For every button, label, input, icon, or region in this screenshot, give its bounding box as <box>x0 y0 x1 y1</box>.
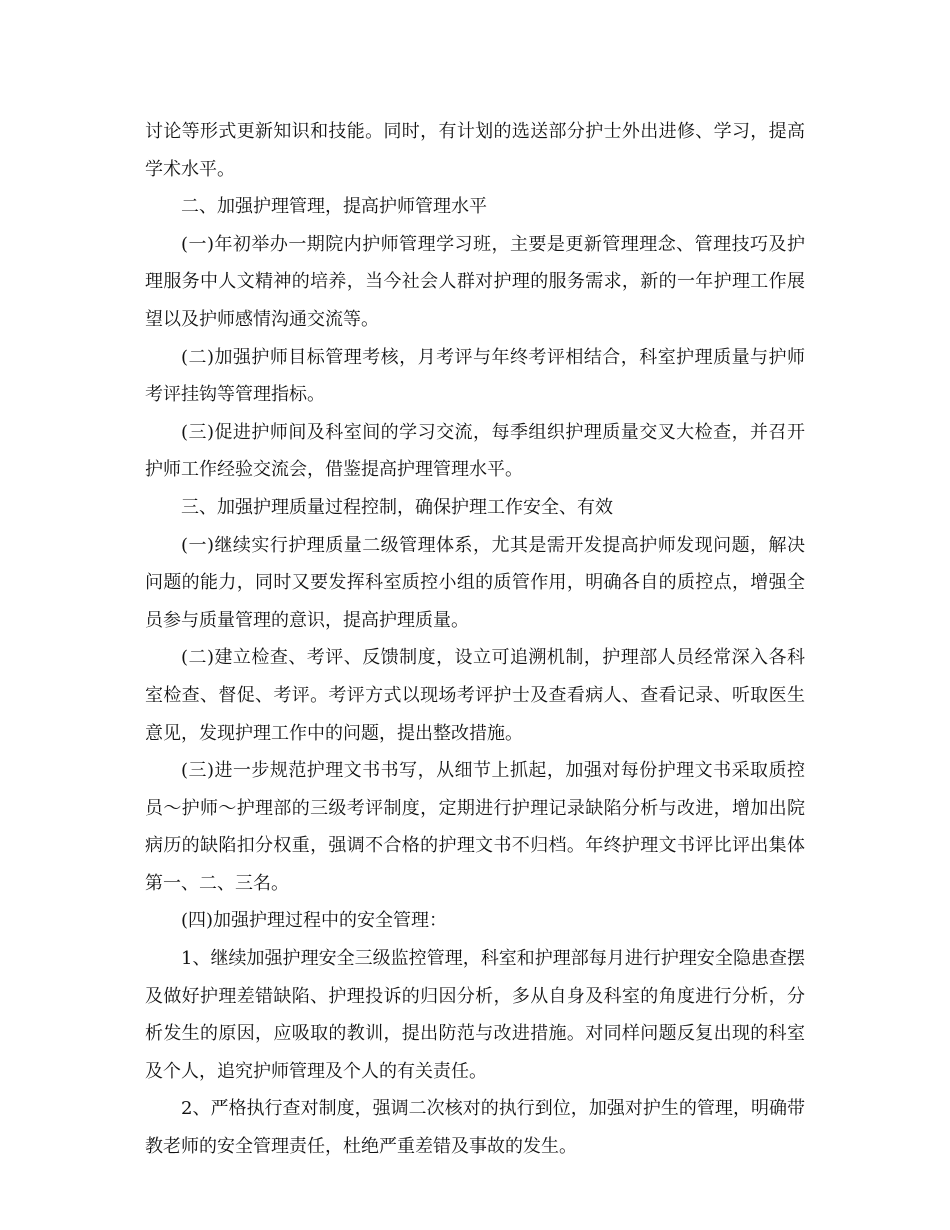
paragraph: (三)促进护师间及科室间的学习交流，每季组织护理质量交叉大检查，并召开护师工作经验交流会，借鉴提高护理管理水平。 <box>145 421 805 481</box>
paragraph: 1、继续加强护理安全三级监控管理，科室和护理部每月进行护理安全隐患查摆及做好护理差错缺陷、护理投诉的归因分析，多从自身及科室的角度进行分析，分析发生的原因，应吸取的教训，提出防范与改进措施。对同样问题反复出现的科室及个人，追究护师管理及个人的有关责任。 <box>145 948 805 1082</box>
paragraph-continuation: 讨论等形式更新知识和技能。同时，有计划的选送部分护士外出进修、学习，提高学术水平。 <box>145 121 805 180</box>
paragraph: (二)建立检查、考评、反馈制度，设立可追溯机制，护理部人员经常深入各科室检查、督促、考评。考评方式以现场考评护士及查看病人、查看记录、听取医生意见，发现护理工作中的问题，提出整改措施。 <box>145 647 805 744</box>
section-heading-3: 三、加强护理质量过程控制，确保护理工作安全、有效 <box>181 496 613 518</box>
subsection-heading: (四)加强护理过程中的安全管理： <box>181 910 448 932</box>
paragraph: (一)继续实行护理质量二级管理体系，尤其是需开发提高护师发现问题，解决问题的能力，同时又要发挥科室质控小组的质管作用，明确各自的质控点，增强全员参与质量管理的意识，提高护理质量。 <box>145 534 805 631</box>
paragraph: 2、严格执行查对制度，强调二次核对的执行到位，加强对护生的管理，明确带教老师的安全管理责任，杜绝严重差错及事故的发生。 <box>145 1098 805 1158</box>
paragraph: (二)加强护师目标管理考核，月考评与年终考评相结合，科室护理质量与护师考评挂钩等管理指标。 <box>145 346 805 406</box>
paragraph: (三)进一步规范护理文书书写，从细节上抓起，加强对每份护理文书采取质控员～护师～护理部的三级考评制度，定期进行护理记录缺陷分析与改进，增加出院病历的缺陷扣分权重，强调不合格的护理文书不归档。年终护理文书评比评出集体第一、二、三名。 <box>145 760 805 894</box>
section-heading-2: 二、加强护理管理，提高护师管理水平 <box>181 196 487 218</box>
document-page <box>145 113 805 1166</box>
paragraph: (一)年初举办一期院内护师管理学习班，主要是更新管理理念、管理技巧及护理服务中人文精神的培养，当今社会人群对护理的服务需求，新的一年护理工作展望以及护师感情沟通交流等。 <box>145 233 805 330</box>
